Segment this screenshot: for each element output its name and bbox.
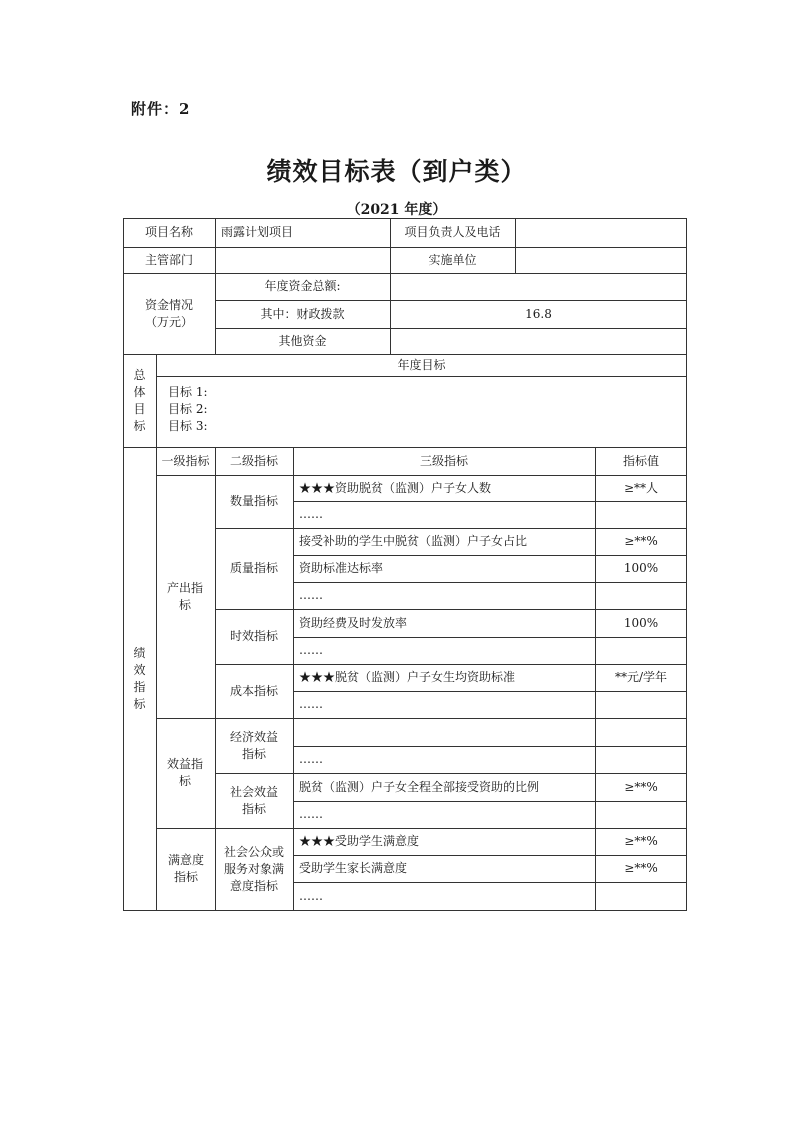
- indicator-value: ≥**%: [624, 834, 658, 848]
- project-name-value: 雨露计划项目: [221, 225, 294, 239]
- indicator-value: [595, 691, 687, 718]
- public-satisfaction-label: 社会公众或服务对象满意度指标: [223, 844, 284, 893]
- goal-item: 目标 3:: [168, 419, 208, 433]
- benefit-indicators-label: 效益指标: [166, 757, 203, 788]
- indicator-value: [595, 718, 687, 746]
- cost-indicator-label: 成本指标: [229, 683, 278, 698]
- level3-indicator: ……: [299, 507, 323, 521]
- overall-goals-char: 总: [133, 367, 146, 382]
- timeliness-indicator-label: 时效指标: [229, 629, 278, 643]
- level3-indicator: ……: [299, 752, 323, 766]
- indicator-value: ≥**%: [624, 861, 658, 875]
- department-label: 主管部门: [144, 252, 193, 267]
- indicator-value: [595, 746, 687, 773]
- level3-indicator: 资助经费及时发放率: [299, 615, 408, 630]
- project-name-label: 项目名称: [144, 225, 193, 239]
- funds-label: [123, 273, 215, 354]
- funds-label-line2: （万元）: [144, 314, 193, 329]
- goals-list: [168, 384, 208, 435]
- indicators-char: 指: [133, 679, 146, 694]
- other-funds-value: [390, 328, 687, 354]
- fiscal-allocation-value: 16.8: [525, 306, 552, 321]
- quality-indicator-label: 质量指标: [229, 561, 278, 575]
- col-level3-header: 三级指标: [419, 453, 468, 468]
- annual-total-value: [390, 273, 687, 300]
- level3-indicator: ……: [299, 888, 323, 903]
- level3-indicator: ★★★脱贫（监测）户子女生均资助标准: [299, 670, 516, 684]
- page-title: 绩效目标表（到户类）: [266, 157, 527, 186]
- indicator-value: 100%: [623, 615, 659, 630]
- project-leader-value: [515, 218, 687, 247]
- indicator-value: **元/学年: [614, 670, 668, 684]
- level3-indicator: ……: [299, 807, 323, 821]
- quantity-indicator-label: 数量指标: [229, 494, 278, 508]
- col-value-header: 指标值: [622, 453, 659, 468]
- implementing-unit-label: 实施单位: [428, 252, 477, 267]
- indicator-value: [595, 637, 687, 664]
- year-subtitle: （2021 年度）: [346, 202, 447, 218]
- satisfaction-indicators-label: 满意度指标: [167, 853, 204, 884]
- indicator-value: 100%: [623, 561, 659, 575]
- indicator-value: [595, 882, 687, 910]
- level3-indicator: ★★★资助脱贫（监测）户子女人数: [299, 480, 492, 495]
- indicator-value: ≥**人: [623, 480, 659, 495]
- level3-indicator: ……: [299, 588, 323, 602]
- fiscal-allocation-label: 其中：财政拨款: [260, 306, 345, 321]
- funds-label-line1: 资金情况: [144, 297, 193, 312]
- level3-indicator: ★★★受助学生满意度: [299, 834, 420, 848]
- indicator-value: ≥**%: [624, 779, 658, 794]
- attachment-label: 附件：2: [131, 100, 191, 118]
- implementing-unit-value: [515, 247, 687, 273]
- annual-goals-header: 年度目标: [397, 357, 446, 372]
- indicator-value: ≥**%: [624, 534, 658, 548]
- project-leader-label: 项目负责人及电话: [404, 225, 501, 239]
- overall-goals-label: [123, 354, 156, 447]
- level3-indicator: 接受补助的学生中脱贫（监测）户子女占比: [299, 534, 528, 548]
- overall-goals-char: 目: [133, 401, 146, 416]
- indicator-value: [595, 501, 687, 528]
- level3-indicator: 资助标准达标率: [299, 561, 384, 575]
- indicators-char: 绩: [133, 645, 146, 660]
- indicator-value: [595, 582, 687, 609]
- level3-indicator: [293, 718, 595, 746]
- output-indicators-label: 产出指标: [166, 580, 203, 612]
- col-level2-header: 二级指标: [229, 453, 278, 468]
- level3-indicator: 受助学生家长满意度: [299, 861, 408, 875]
- performance-table: [123, 218, 687, 911]
- economic-benefit-label: 经济效益指标: [229, 729, 278, 761]
- col-level1-header: 一级指标: [161, 453, 210, 468]
- level3-indicator: ……: [299, 697, 323, 711]
- goal-item: 目标 2:: [168, 402, 208, 416]
- goal-item: 目标 1:: [168, 385, 208, 399]
- indicator-value: [595, 801, 687, 828]
- annual-total-label: 年度资金总额:: [264, 279, 341, 293]
- level3-indicator: 脱贫（监测）户子女全程全部接受资助的比例: [299, 779, 540, 794]
- indicators-char: 效: [133, 662, 146, 677]
- other-funds-label: 其他资金: [278, 333, 327, 348]
- indicators-char: 标: [133, 696, 146, 711]
- overall-goals-char: 体: [133, 384, 146, 399]
- performance-indicators-label: [123, 447, 156, 910]
- social-benefit-label: 社会效益指标: [229, 784, 278, 816]
- department-value: [215, 247, 390, 273]
- level3-indicator: ……: [299, 643, 323, 657]
- overall-goals-char: 标: [133, 418, 146, 433]
